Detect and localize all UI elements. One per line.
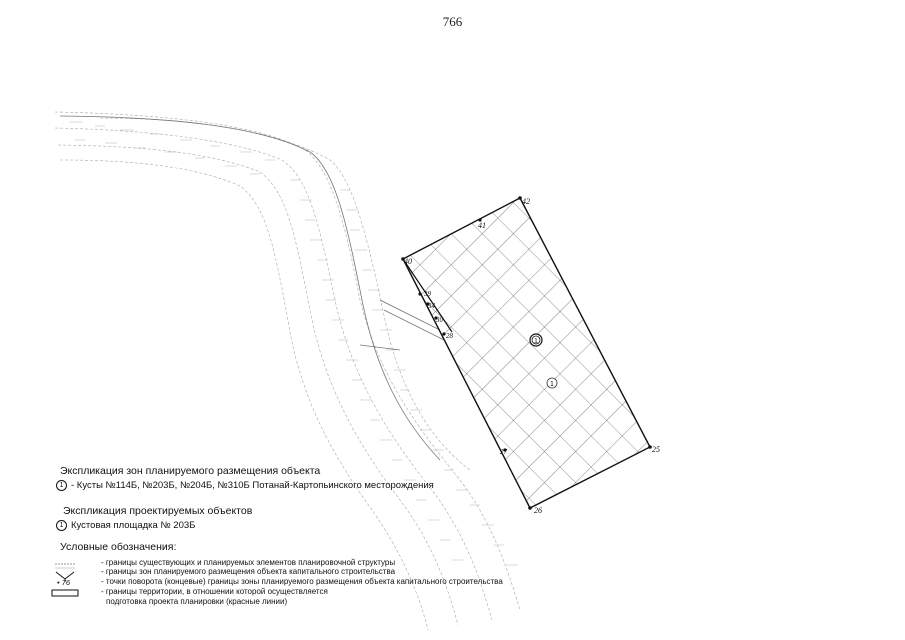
explication-zones-item xyxy=(56,480,434,491)
explication-zones-title: Экспликация зон планируемого размещения объекта xyxy=(60,465,321,477)
legend-item-red-lines: подготовка проекта планировки (красные линии) xyxy=(106,597,288,606)
point-label-42: 42 xyxy=(522,197,530,206)
zone-item-text: - Кусты №114Б, №203Б, №204Б, №310Б Потанай-Картопьинского месторождения xyxy=(71,480,434,492)
legend-item-structure: - границы существующих и планируемых элементов планировочной структуры xyxy=(101,558,396,567)
object-item-marker: 1 xyxy=(56,520,67,531)
point-label-40: 40 xyxy=(404,257,412,266)
legend-item-zone: - границы зон планируемого размещения объекта капитального строительства xyxy=(101,567,396,576)
page-number: 766 xyxy=(442,14,463,29)
object-item-text: Кустовая площадка № 203Б xyxy=(71,520,196,532)
explication-objects-item xyxy=(56,520,195,531)
point-label-30: 30 xyxy=(436,316,443,324)
explication-objects-title: Экспликация проектируемых объектов xyxy=(63,505,253,517)
site-marker xyxy=(547,378,557,388)
site-marker-number: 1 xyxy=(550,381,554,388)
point-label-39: 39 xyxy=(424,290,431,298)
zone-polygon xyxy=(403,198,650,508)
point-label-27: 27 xyxy=(500,448,507,456)
road-line xyxy=(60,116,444,460)
point-label-34: 34 xyxy=(428,302,435,310)
point-label-26: 26 xyxy=(534,506,542,515)
point-label-28: 28 xyxy=(446,332,453,340)
zone-item-marker: 1 xyxy=(56,480,67,491)
legend-item-points: - точки поворота (концевые) границы зоны планируемого размещения объекта капитального строительства xyxy=(101,577,503,586)
legend-title: Условные обозначения: xyxy=(60,541,177,553)
point-label-25: 25 xyxy=(652,445,660,454)
zone-marker-number: 1 xyxy=(534,338,538,345)
zone-marker xyxy=(530,334,542,346)
legend-point-sample: • 76 xyxy=(57,578,71,587)
point-label-41: 41 xyxy=(478,221,486,230)
legend-item-territory: - границы территории, в отношении которой осуществляется xyxy=(101,587,328,596)
